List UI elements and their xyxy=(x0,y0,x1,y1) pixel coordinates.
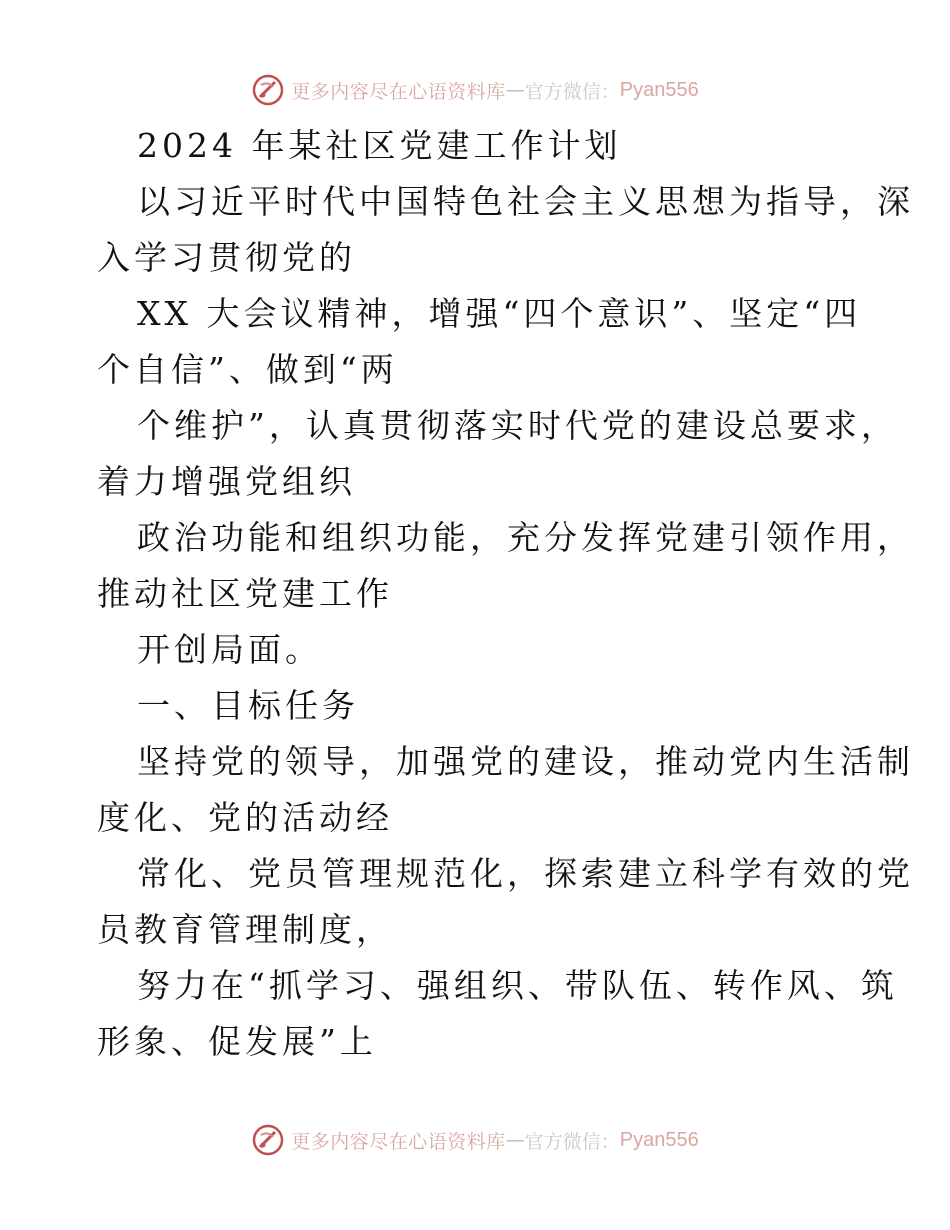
doc-line: 以习近平时代中国特色社会主义思想为指导，深 xyxy=(137,182,914,221)
doc-line: 努力在“抓学习、强组织、带队伍、转作风、筑 xyxy=(137,966,898,1005)
watermark-text: 更多内容尽在心语资料库 xyxy=(291,1130,506,1153)
watermark-separator: — xyxy=(505,1129,525,1151)
watermark-separator: — xyxy=(505,79,525,101)
wechat-label: 官方微信： xyxy=(524,1130,620,1153)
doc-line: 入学习贯彻党的 xyxy=(97,238,356,277)
header-watermark xyxy=(0,68,950,112)
doc-line: 坚持党的领导，加强党的建设，推动党内生活制 xyxy=(137,742,914,781)
doc-line: 个维护”，认真贯彻落实时代党的建设总要求， xyxy=(137,406,898,445)
wechat-id: Pyan556 xyxy=(619,78,699,101)
doc-line: 一、目标任务 xyxy=(137,686,359,725)
logo-icon xyxy=(251,73,285,107)
wechat-id: Pyan556 xyxy=(619,1128,699,1151)
doc-line: 员教育管理制度， xyxy=(97,910,393,949)
doc-line: 推动社区党建工作 xyxy=(97,574,393,613)
footer-watermark xyxy=(0,1118,950,1162)
doc-line: XX 大会议精神，增强“四个意识”、坚定“四 xyxy=(137,294,862,333)
watermark-text: 更多内容尽在心语资料库 xyxy=(291,80,506,103)
wechat-label: 官方微信： xyxy=(524,80,620,103)
doc-line: 政治功能和组织功能，充分发挥党建引领作用， xyxy=(137,518,914,557)
doc-line: 开创局面。 xyxy=(137,630,322,669)
doc-line: 着力增强党组织 xyxy=(97,462,356,501)
doc-line: 2024 年某社区党建工作计划 xyxy=(137,126,622,165)
doc-line: 常化、党员管理规范化，探索建立科学有效的党 xyxy=(137,854,914,893)
doc-line: 形象、促发展”上 xyxy=(97,1022,377,1061)
doc-line: 度化、党的活动经 xyxy=(97,798,393,837)
document-body xyxy=(97,118,914,1070)
doc-line: 个自信”、做到“两 xyxy=(97,350,398,389)
logo-icon xyxy=(251,1123,285,1157)
